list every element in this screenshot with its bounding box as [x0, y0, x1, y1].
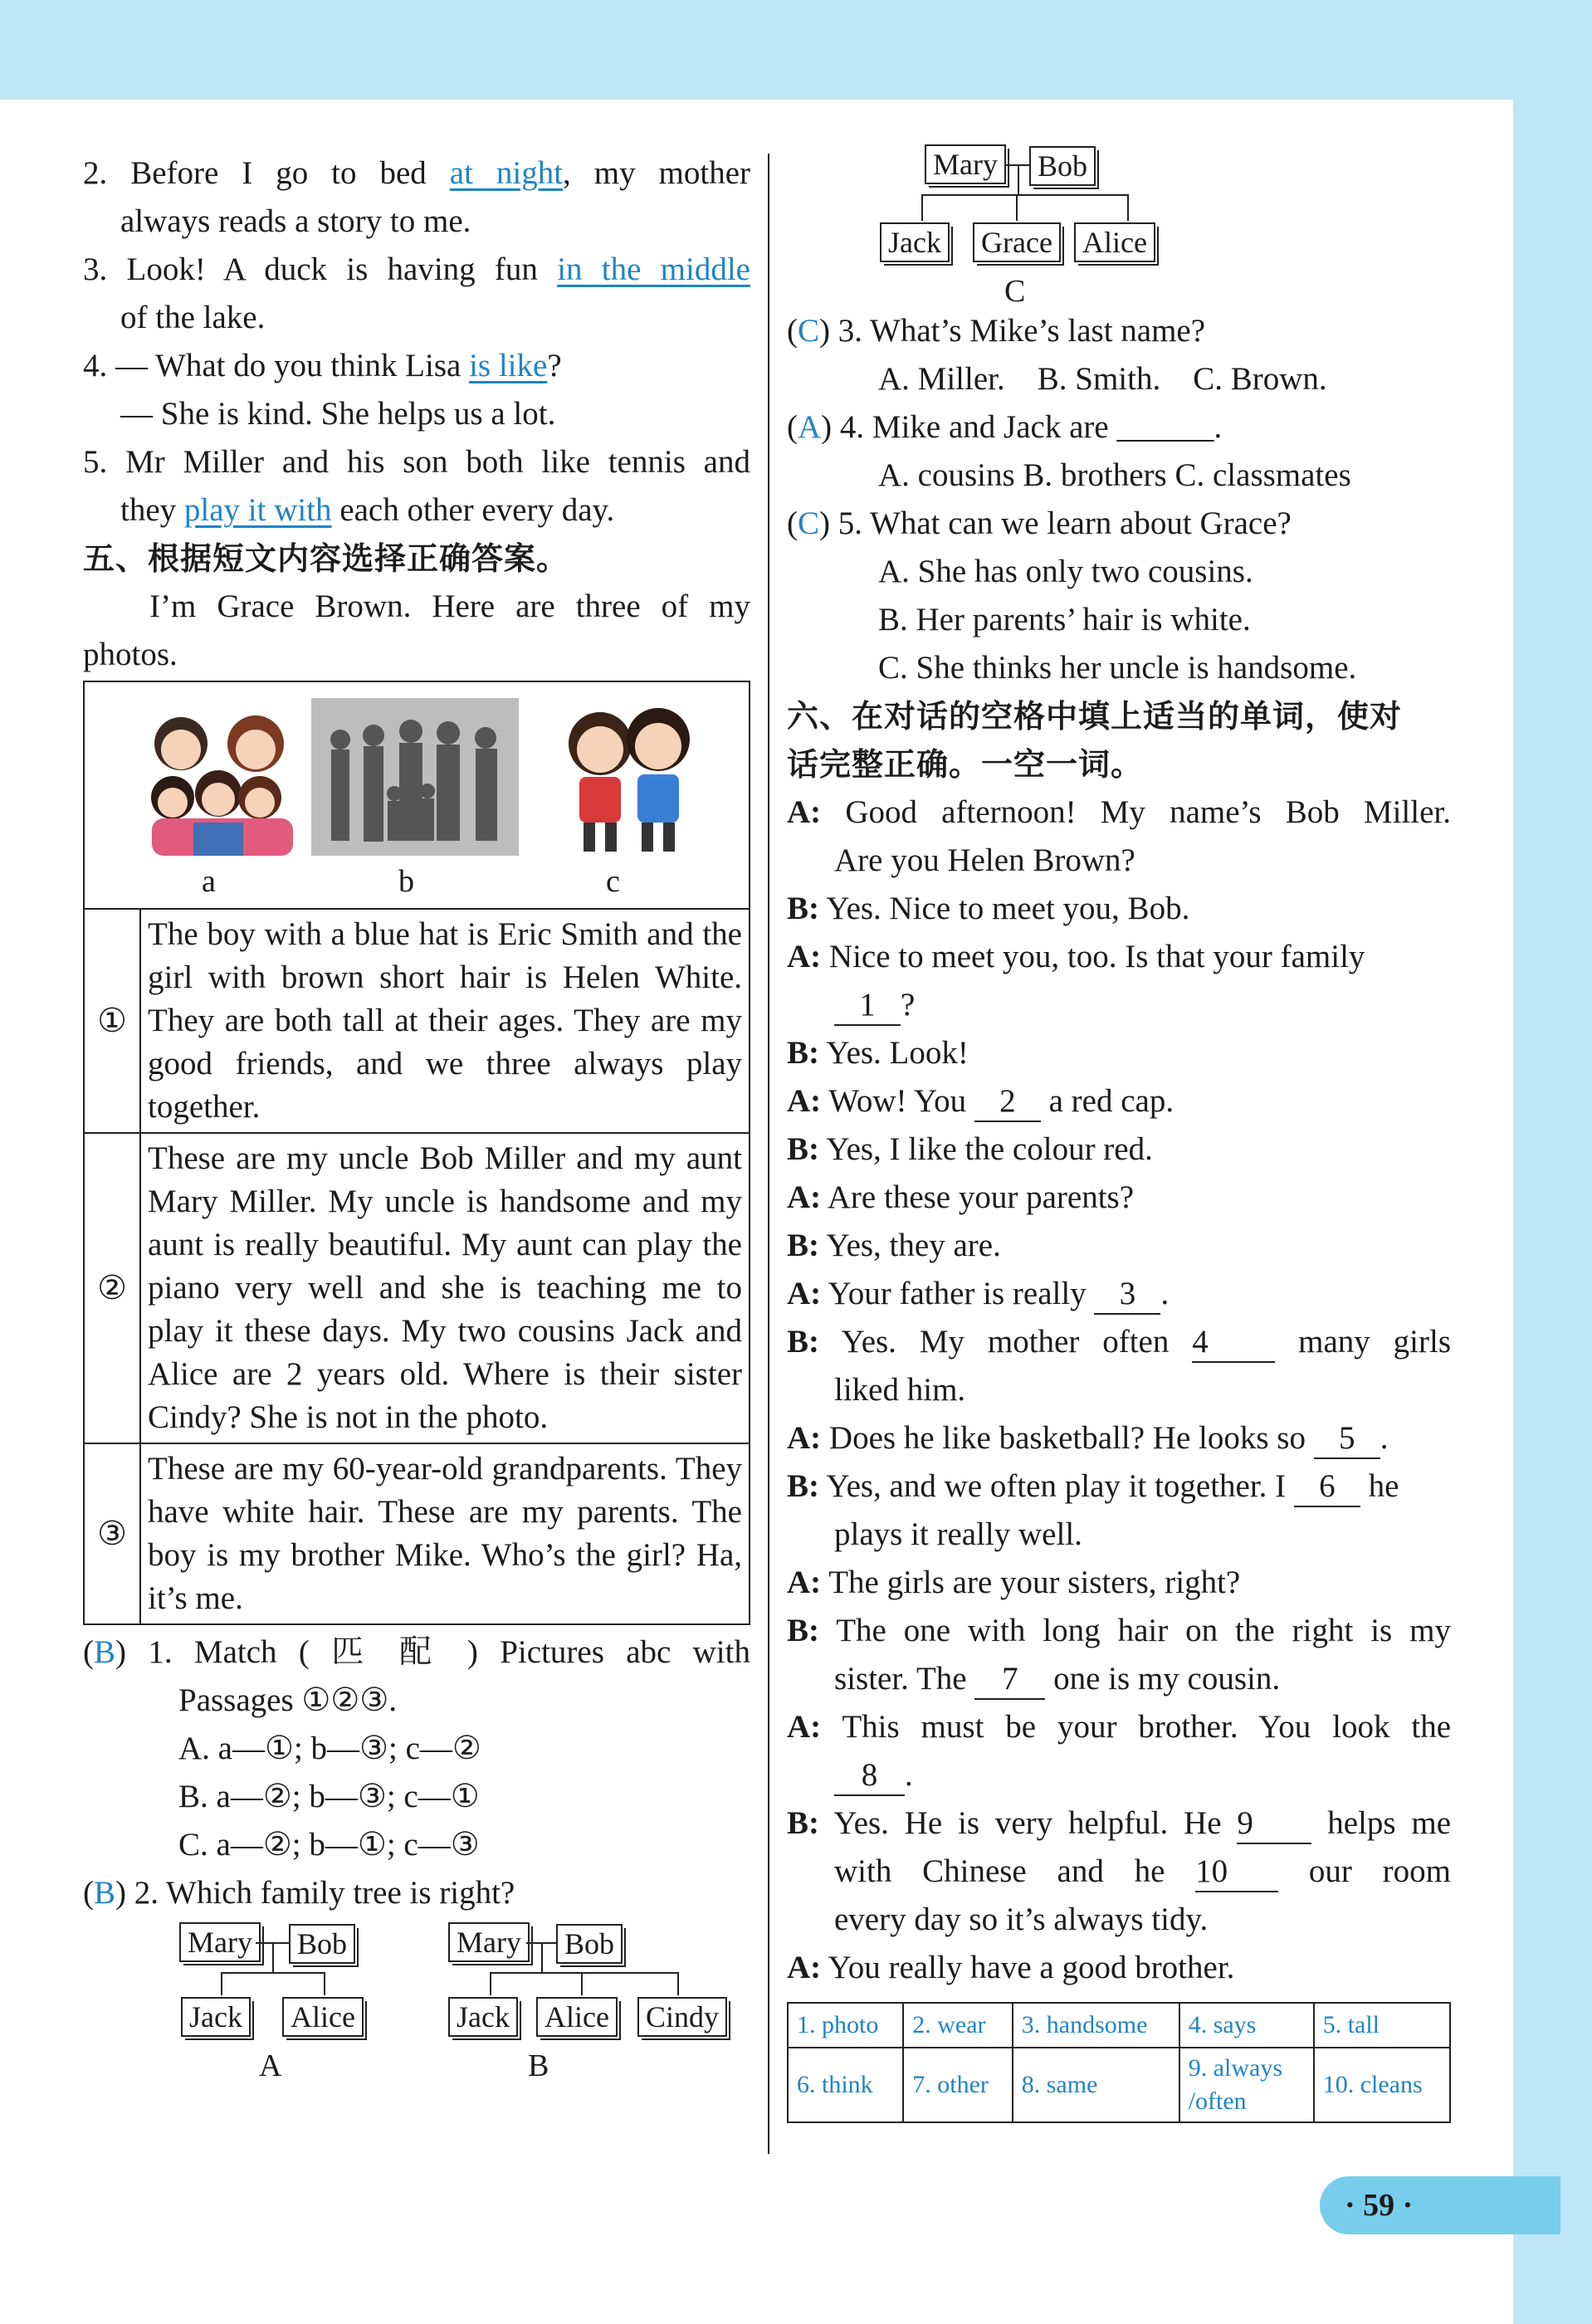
right-color-band [1513, 0, 1592, 2324]
question-1: (B) 1. Match ( 匹 配 ) Pictures abc with [83, 1634, 750, 1670]
answer-cell: 7. other [903, 2048, 1013, 2122]
s4-item-5: 5. Mr Miller and his son both like tennis and [83, 444, 750, 480]
answer-cell: 6. think [788, 2048, 903, 2122]
question-2: (B) 2. Which family tree is right? [83, 1875, 515, 1911]
passage-text: These are my 60-year-old grandparents. They have white hair. These are my parents. The boy is my brother Mike. Who’s the girl? Ha, it’s me. [140, 1443, 750, 1624]
dialog-line: liked him. [834, 1372, 966, 1408]
tree-b-child-alice: Alice [536, 1997, 618, 2037]
dialog-line: 8 . [787, 1751, 1451, 1799]
dialog-line: B: The one with long hair on the right is my [787, 1613, 1451, 1648]
dialog-line: A: The girls are your sisters, right? [787, 1565, 1241, 1600]
passage-number: ② [84, 1133, 140, 1443]
tree-a-child-jack: Jack [181, 1997, 251, 2037]
dialog-line: B: Yes. Look! [787, 1035, 969, 1071]
photo-b-family-photo [311, 698, 519, 870]
dialog-line: every day so it’s always tidy. [834, 1902, 1209, 1937]
dialog-line: B: Yes, they are. [787, 1228, 1001, 1263]
tree-c-child-jack: Jack [880, 222, 950, 262]
answer-cell: 5. tall [1314, 2003, 1450, 2048]
dialog-line: Are you Helen Brown? [834, 842, 1135, 878]
answer-letter: A [798, 409, 822, 445]
blank-9[interactable]: 9 [1237, 1804, 1311, 1844]
blank-1[interactable]: 1 [834, 986, 901, 1026]
blank-3[interactable]: 3 [1094, 1275, 1160, 1315]
answer-letter: C [798, 313, 820, 349]
answer-cell: 3. handsome [1013, 2003, 1179, 2048]
answer-cell: 4. says [1179, 2003, 1314, 2048]
passage-number: ③ [84, 1443, 140, 1624]
answer-cell: 9. always /often [1179, 2048, 1314, 2122]
blank-8[interactable]: 8 [834, 1756, 905, 1796]
dialog-line: A: Are these your parents? [787, 1179, 1135, 1215]
dialog-line: with Chinese and he 10 our room [787, 1848, 1451, 1896]
blank-10[interactable]: 10 [1195, 1853, 1278, 1892]
photo-a-family-cartoon [135, 698, 310, 870]
answer-text: play it with [183, 492, 332, 528]
dialog-line: A: Nice to meet you, too. Is that your family [787, 939, 1365, 974]
tree-a-parent-bob: Bob [289, 1924, 355, 1964]
dialog-line: 1 ? [787, 981, 1451, 1029]
dialog-line: B: Yes. He is very helpful. He 9 helps me [787, 1799, 1451, 1848]
q5-option-b: B. Her parents’ hair is white. [878, 602, 1251, 637]
tree-b-parent-mary: Mary [448, 1922, 530, 1962]
s4-item-3-cont: of the lake. [120, 300, 266, 335]
blank-4[interactable]: 4 [1192, 1323, 1275, 1363]
family-tree-c [787, 141, 1451, 307]
tree-b-child-cindy: Cindy [637, 1997, 727, 2037]
dialog-line: B: Yes, I like the colour red. [787, 1131, 1153, 1167]
dialog-line: B: Yes. Nice to meet you, Bob. [787, 891, 1190, 926]
q3-options: A. Miller. B. Smith. C. Brown. [878, 361, 1327, 397]
tree-a-label: A [259, 2048, 282, 2083]
blank-7[interactable]: 7 [974, 1660, 1045, 1700]
photo-c-friends-cartoon [550, 698, 708, 870]
answer-cell: 10. cleans [1314, 2048, 1450, 2122]
photos-row [84, 681, 750, 909]
q1-option-b: B. a—②; b—③; c—① [178, 1779, 480, 1814]
dialog-line: A: This must be your brother. You look the [787, 1709, 1452, 1745]
passage-text: These are my uncle Bob Miller and my aunt Mary Miller. My uncle is handsome and my aunt is really beautiful. My aunt can play the piano very well and she is teaching me to play it these days. My two cousins Jack and Alice are 2 years old. Where is their sister Cindy? She is not in the photo. [140, 1133, 750, 1443]
tree-c-label: C [1004, 274, 1026, 309]
answer-text: is like [469, 348, 548, 383]
answer-letter: B [94, 1634, 116, 1670]
passage-number: ① [84, 909, 140, 1133]
top-color-band [0, 0, 1592, 100]
passage-text: The boy with a blue hat is Eric Smith and the girl with brown short hair is Helen White. They are both tall at their ages. They are my good friends, and we three always play together. [140, 909, 750, 1133]
question-3: (C) 3. What’s Mike’s last name? [787, 313, 1206, 349]
answer-letter: B [94, 1875, 116, 1911]
answer-cell: 8. same [1013, 2048, 1179, 2122]
q1-option-a: A. a—①; b—③; c—② [178, 1731, 481, 1766]
section-6-title: 六、在对话的空格中填上适当的单词，使对 [787, 698, 1403, 735]
dialog-line: A: Wow! You 2 a red cap. [787, 1077, 1451, 1125]
answer-text: in the middle [557, 251, 750, 287]
column-divider [768, 154, 769, 2154]
tree-a-child-alice: Alice [282, 1997, 364, 2037]
s4-item-2-cont: always reads a story to me. [120, 203, 471, 239]
tree-b-child-jack: Jack [448, 1997, 518, 2037]
page-number: · 59 · [1320, 2176, 1560, 2234]
passage-row [84, 909, 750, 1133]
s4-item-4-cont: — She is kind. She helps us a lot. [120, 396, 556, 432]
blank-5[interactable]: 5 [1314, 1419, 1380, 1459]
left-column [83, 149, 750, 2083]
dialog-line: sister. The 7 one is my cousin. [787, 1655, 1451, 1703]
s4-item-5-cont: they play it with each other every day. [120, 492, 615, 528]
dialog-line: A: Good afternoon! My name’s Bob Miller. [787, 794, 1451, 830]
blank-2[interactable]: 2 [974, 1082, 1041, 1122]
intro-line-2: photos. [83, 637, 178, 672]
section-6-title-cont: 话完整正确。一空一词。 [787, 746, 1144, 783]
section-5-title: 五、根据短文内容选择正确答案。 [83, 540, 569, 577]
tree-b-parent-bob: Bob [556, 1924, 623, 1964]
tree-c-child-grace: Grace [973, 222, 1061, 262]
dialog-line: A: Does he like basketball? He looks so 5 . [787, 1414, 1451, 1462]
q5-option-a: A. She has only two cousins. [878, 554, 1253, 589]
tree-a-parent-mary: Mary [179, 1922, 261, 1962]
dialog-line: A: Your father is really 3 . [787, 1270, 1451, 1318]
answer-key-table [787, 2002, 1451, 2123]
passage-table [83, 681, 750, 1625]
tree-c-child-alice: Alice [1074, 222, 1155, 262]
question-4: (A) 4. Mike and Jack are ______. [787, 409, 1223, 445]
right-column [787, 149, 1451, 2123]
answer-cell: 1. photo [788, 2003, 903, 2048]
tree-c-parent-bob: Bob [1029, 146, 1096, 186]
dialog-line: B: Yes, and we often play it together. I 6 he [787, 1462, 1451, 1511]
dialog-line: B: Yes. My mother often 4 many girls [787, 1318, 1451, 1366]
answer-text: at night [449, 155, 564, 191]
question-1-cont: Passages ①②③. [178, 1682, 398, 1718]
passage-row [84, 1133, 750, 1443]
dialog-line: plays it really well. [834, 1516, 1082, 1552]
family-trees-ab [83, 1917, 750, 2083]
blank-6[interactable]: 6 [1294, 1467, 1360, 1507]
s4-item-3: 3. Look! A duck is having fun in the middle [83, 251, 750, 287]
q4-options: A. cousins B. brothers C. classmates [878, 457, 1351, 493]
q5-option-c: C. She thinks her uncle is handsome. [878, 650, 1357, 686]
s4-item-4: 4. — What do you think Lisa is like? [83, 348, 562, 383]
question-5: (C) 5. What can we learn about Grace? [787, 505, 1292, 541]
answer-cell: 2. wear [903, 2003, 1013, 2048]
passage-row [84, 1443, 750, 1624]
s4-item-2: 2. Before I go to bed at night, my mother [83, 155, 751, 191]
tree-c-parent-mary: Mary [925, 144, 1006, 184]
photo-caption-a: a [202, 864, 216, 899]
intro-line-1: I’m Grace Brown. Here are three of my [149, 588, 750, 624]
photo-caption-b: b [398, 864, 414, 899]
answer-letter: C [798, 505, 820, 541]
tree-b-label: B [528, 2048, 549, 2083]
q1-option-c: C. a—②; b—①; c—③ [178, 1827, 480, 1863]
photo-caption-c: c [606, 864, 620, 899]
dialog-line: A: You really have a good brother. [787, 1950, 1235, 1985]
